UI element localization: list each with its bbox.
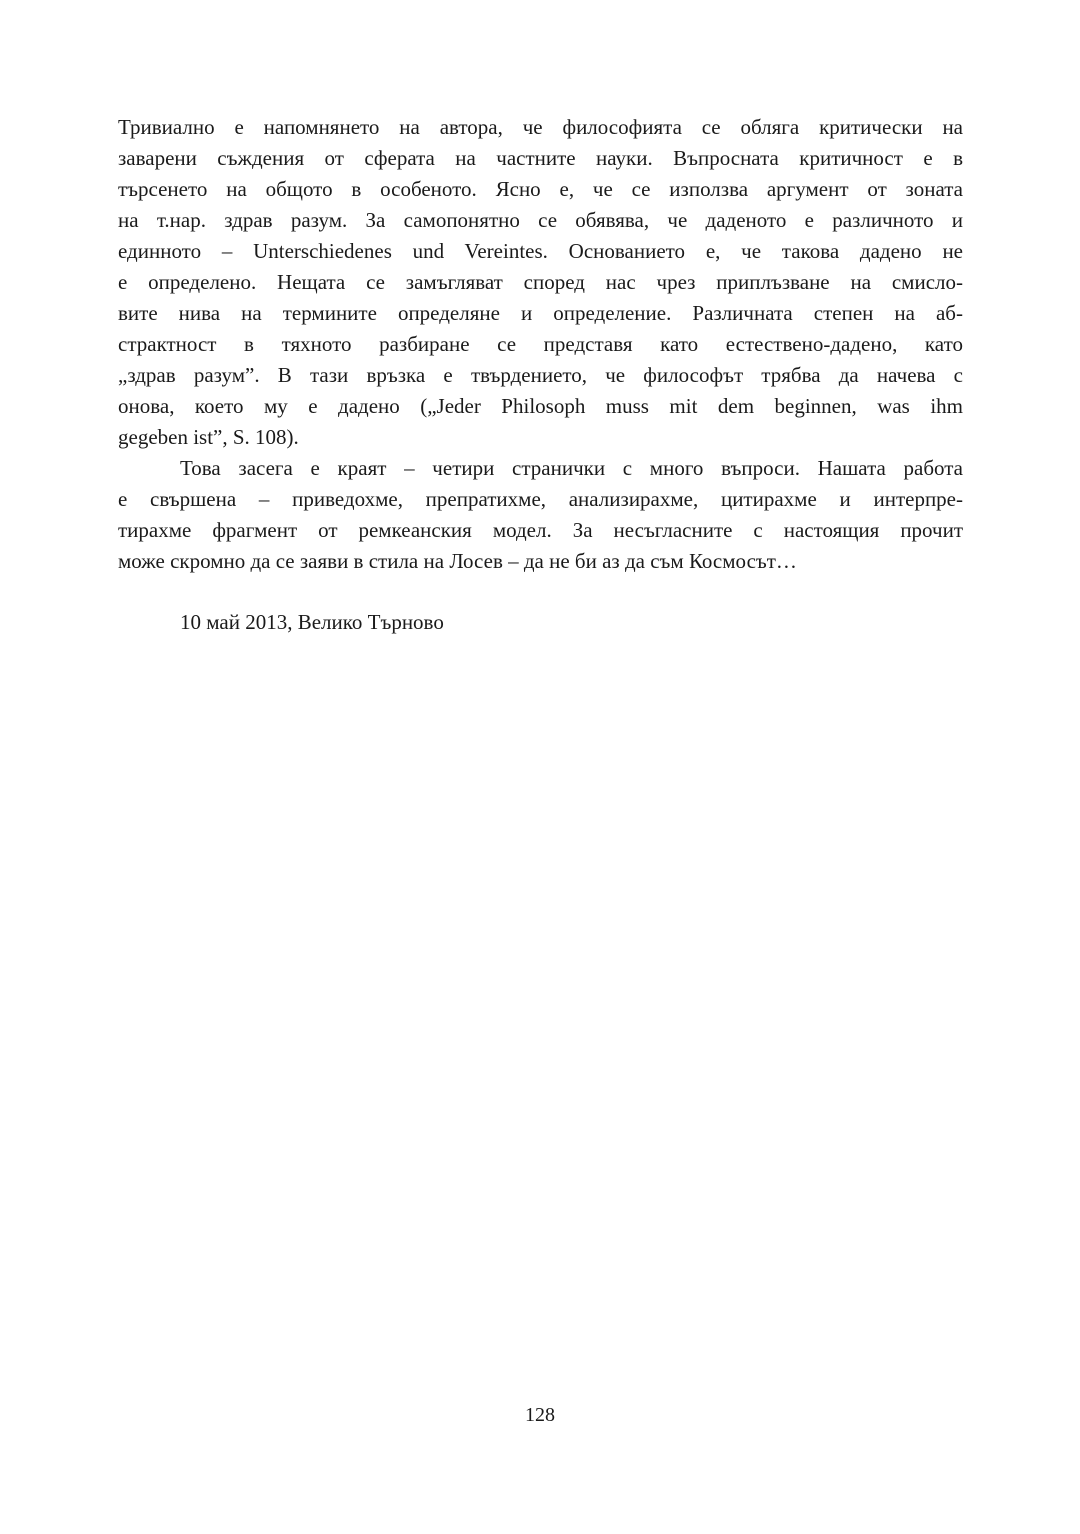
text-line: на т.нар. здрав разум. За самопонятно се обявява, че даденото е различното и	[118, 208, 963, 232]
body-text	[118, 112, 963, 638]
text-line: търсенето на общото в особеното. Ясно е, че се използва аргумент от зоната	[118, 177, 963, 201]
text-line: може скромно да се заяви в стила на Лосев – да не би аз да съм Космосът…	[118, 549, 797, 573]
text-line: онова, което му е дадено („Jeder Philosoph muss mit dem beginnen, was ihm	[118, 394, 963, 418]
paragraph	[118, 453, 963, 577]
text-line: gegeben ist”, S. 108).	[118, 425, 299, 449]
text-line: Тривиално е напомнянето на автора, че философията се обляга критически на	[118, 115, 963, 139]
text-line: заварени съждения от сферата на частните науки. Въпросната критичност е в	[118, 146, 963, 170]
text-line: е определено. Нещата се замъгляват според нас чрез приплъзване на смисло-	[118, 270, 963, 294]
text-line: Това засега е краят – четири странички с много въпроси. Нашата работа	[180, 456, 963, 480]
text-line: страктност в тяхното разбиране се представя като естествено-дадено, като	[118, 332, 963, 356]
dateline: 10 май 2013, Велико Търново	[180, 610, 444, 634]
text-line: единното – Unterschiedenes und Vereintes. Основанието е, че такова дадено не	[118, 239, 963, 263]
paragraph	[118, 112, 963, 453]
text-line: вите нива на термините определяне и определение. Различната степен на аб-	[118, 301, 963, 325]
page-number: 128	[525, 1404, 555, 1426]
text-line: „здрав разум”. В тази връзка е твърдението, че философът трябва да начева с	[118, 363, 963, 387]
text-line: тирахме фрагмент от ремкеанския модел. За несъгласните с настоящия прочит	[118, 518, 963, 542]
text-line: е свършена – приведохме, препратихме, анализирахме, цитирахме и интерпре-	[118, 487, 963, 511]
